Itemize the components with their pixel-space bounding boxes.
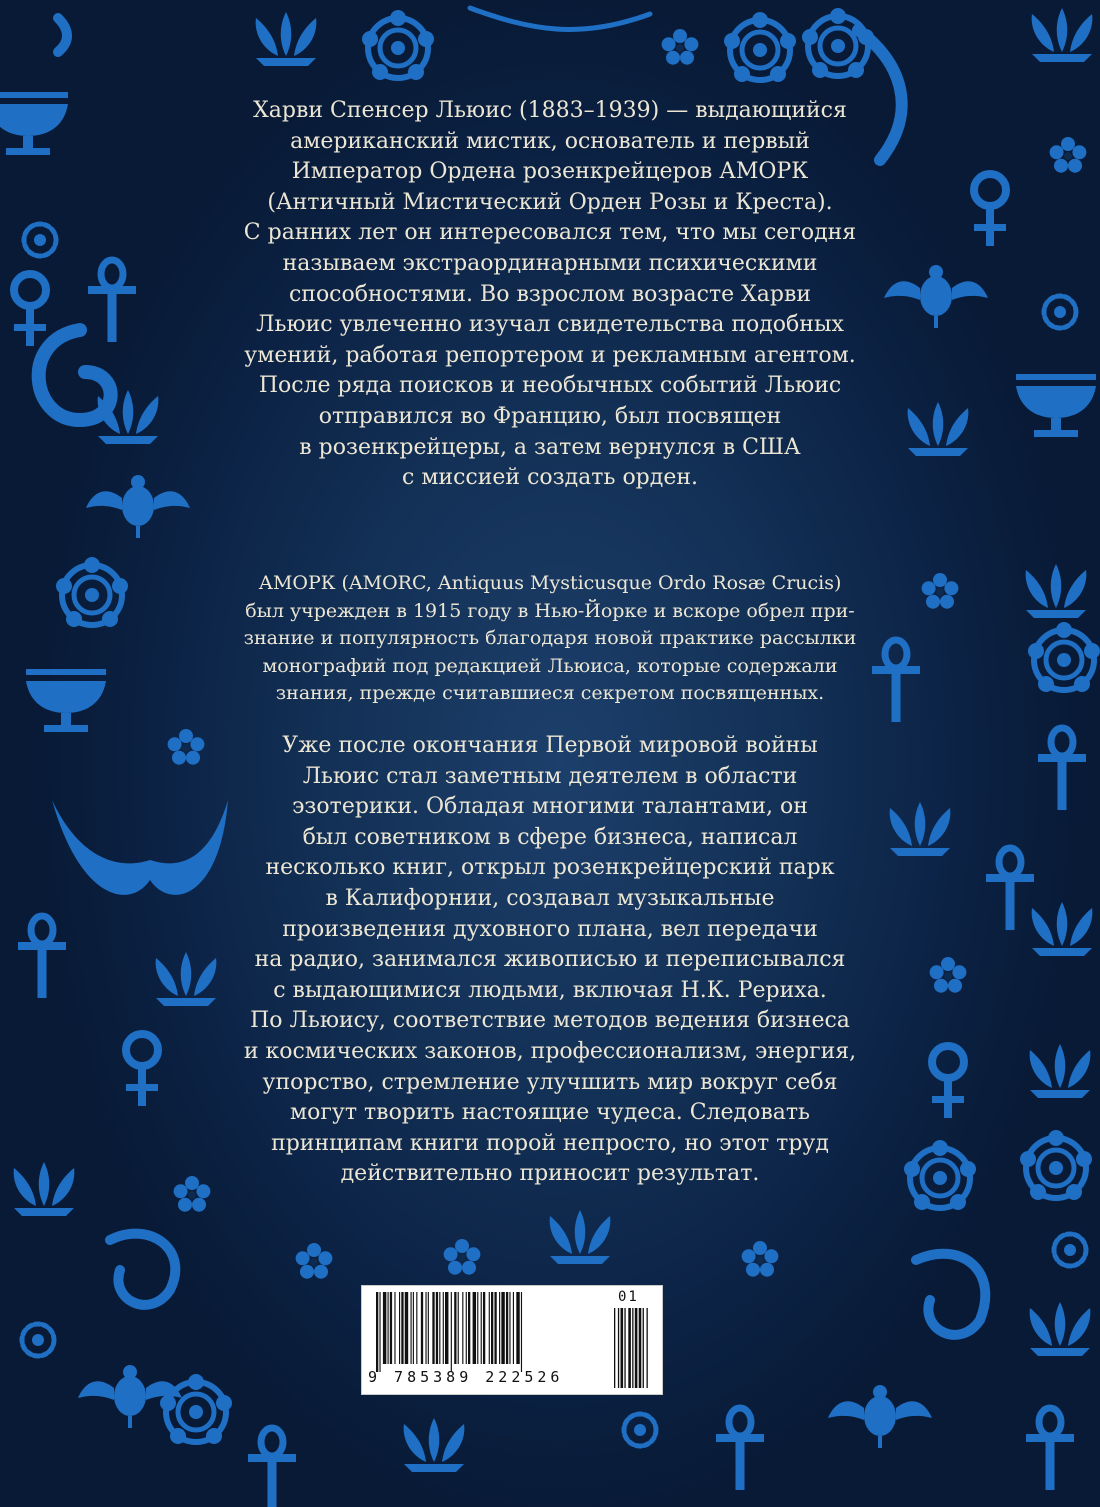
barcode-bar <box>432 1292 434 1364</box>
barcode-bar <box>499 1292 500 1364</box>
barcode-addon-bar <box>628 1308 631 1388</box>
career-paragraph-text: Уже после окончания Первой мировой войны Льюис стал заметным деятелем в области эзотерики. Обладая многими талантами, он был советником в сфере бизнеса, написал несколько книг, открыл розенкрейцерский парк в Калифорнии, создавал музыкальные произведения духовного плана, вел передачи на радио, занимался живописью и переписывался с выдающимися людьми, включая Н.К. Рериха. По Льюису, соответствие методов ведения бизнеса и космических законов, профессионализм, энергия, упорство, стремление улучшить мир вокруг себя могут творить настоящие чудеса. Следовать принципам книги порой непросто, но этот труд действительно приносит результат. <box>243 733 857 1187</box>
barcode-bar <box>477 1292 478 1364</box>
barcode-bar <box>413 1292 414 1364</box>
barcode-bar <box>468 1292 470 1364</box>
bio-paragraph-text: Харви Спенсер Льюис (1883–1939) — выдающийся американский мистик, основатель и первый Император Ордена розенкрейцеров АМОРК (Античный Мистический Орден Розы и Креста). С ранних лет он интересовался тем, что мы сегодня называем экстраординарными психическими способностями. Во взрослом возрасте Харви Льюис увлеченно изучал свидетельства подобных умений, работая репортером и рекламным агентом. После ряда поисков и необычных событий Льюис отправился во Францию, был посвящен в розенкрейцеры, а затем вернулся в США с миссией создать орден. <box>243 98 857 491</box>
barcode-bar <box>416 1292 417 1364</box>
barcode-bar <box>443 1292 444 1364</box>
barcode-addon-bar <box>614 1308 615 1388</box>
barcode-bar <box>483 1292 485 1364</box>
barcode-bar <box>394 1292 395 1364</box>
barcode-bar <box>458 1292 459 1364</box>
barcode-bar <box>491 1292 493 1364</box>
barcode-bar <box>509 1292 510 1364</box>
career-paragraph <box>160 731 940 1190</box>
barcode-bar <box>411 1292 412 1364</box>
barcode-bar <box>390 1292 392 1364</box>
barcode-addon-bar <box>639 1308 642 1388</box>
isbn-barcode <box>361 1285 663 1395</box>
barcode-bar <box>436 1292 438 1364</box>
barcode-bar <box>466 1292 467 1364</box>
barcode-bar <box>451 1292 452 1372</box>
barcode-bar <box>445 1292 448 1364</box>
barcode-bar <box>399 1292 400 1364</box>
barcode-bar <box>494 1292 496 1364</box>
barcode-addon-bar <box>618 1308 619 1388</box>
barcode-addon-digits: 01 <box>618 1289 639 1305</box>
barcode-bar <box>439 1292 440 1364</box>
barcode-bar <box>425 1292 426 1364</box>
barcode-bar <box>516 1292 519 1364</box>
barcode-addon-bar <box>632 1308 633 1388</box>
barcode-addon-bar <box>647 1308 648 1388</box>
barcode-addon-bar <box>643 1308 644 1388</box>
barcode-addon-bar <box>635 1308 638 1388</box>
barcode-bar <box>489 1292 490 1364</box>
barcode-bar <box>401 1292 403 1364</box>
barcode-digits: 9 785389 222526 <box>368 1368 564 1386</box>
barcode-bar <box>388 1292 389 1364</box>
barcode-bar <box>481 1292 482 1364</box>
barcode-addon-bar <box>624 1308 625 1388</box>
barcode-addon-bar <box>621 1308 624 1388</box>
amorc-paragraph-text: АМОРК (AMORC, Antiquus Mysticusque Ordo Rosæ Crucis) был учрежден в 1915 году в Нью-Йорке и вскоре обрел при- знание и популярность благодаря новой практике рассылки монографий под редакцией Льюиса, которые содержали знания, прежде считавшиеся секретом посвященных. <box>243 572 857 704</box>
barcode-bar <box>428 1292 429 1364</box>
amorc-paragraph <box>160 570 940 708</box>
bio-paragraph <box>160 96 940 494</box>
barcode-bar <box>383 1292 386 1364</box>
barcode-bar <box>462 1292 463 1364</box>
barcode-bar <box>454 1292 456 1364</box>
barcode-bar <box>376 1292 378 1372</box>
barcode-bar <box>379 1292 380 1372</box>
barcode-bar <box>421 1292 423 1364</box>
barcode-bar <box>501 1292 504 1364</box>
barcode-bar <box>506 1292 508 1364</box>
barcode-bar <box>473 1292 476 1364</box>
barcode-bar <box>521 1292 522 1372</box>
barcode-bar <box>405 1292 408 1364</box>
barcode-bar <box>513 1292 514 1364</box>
